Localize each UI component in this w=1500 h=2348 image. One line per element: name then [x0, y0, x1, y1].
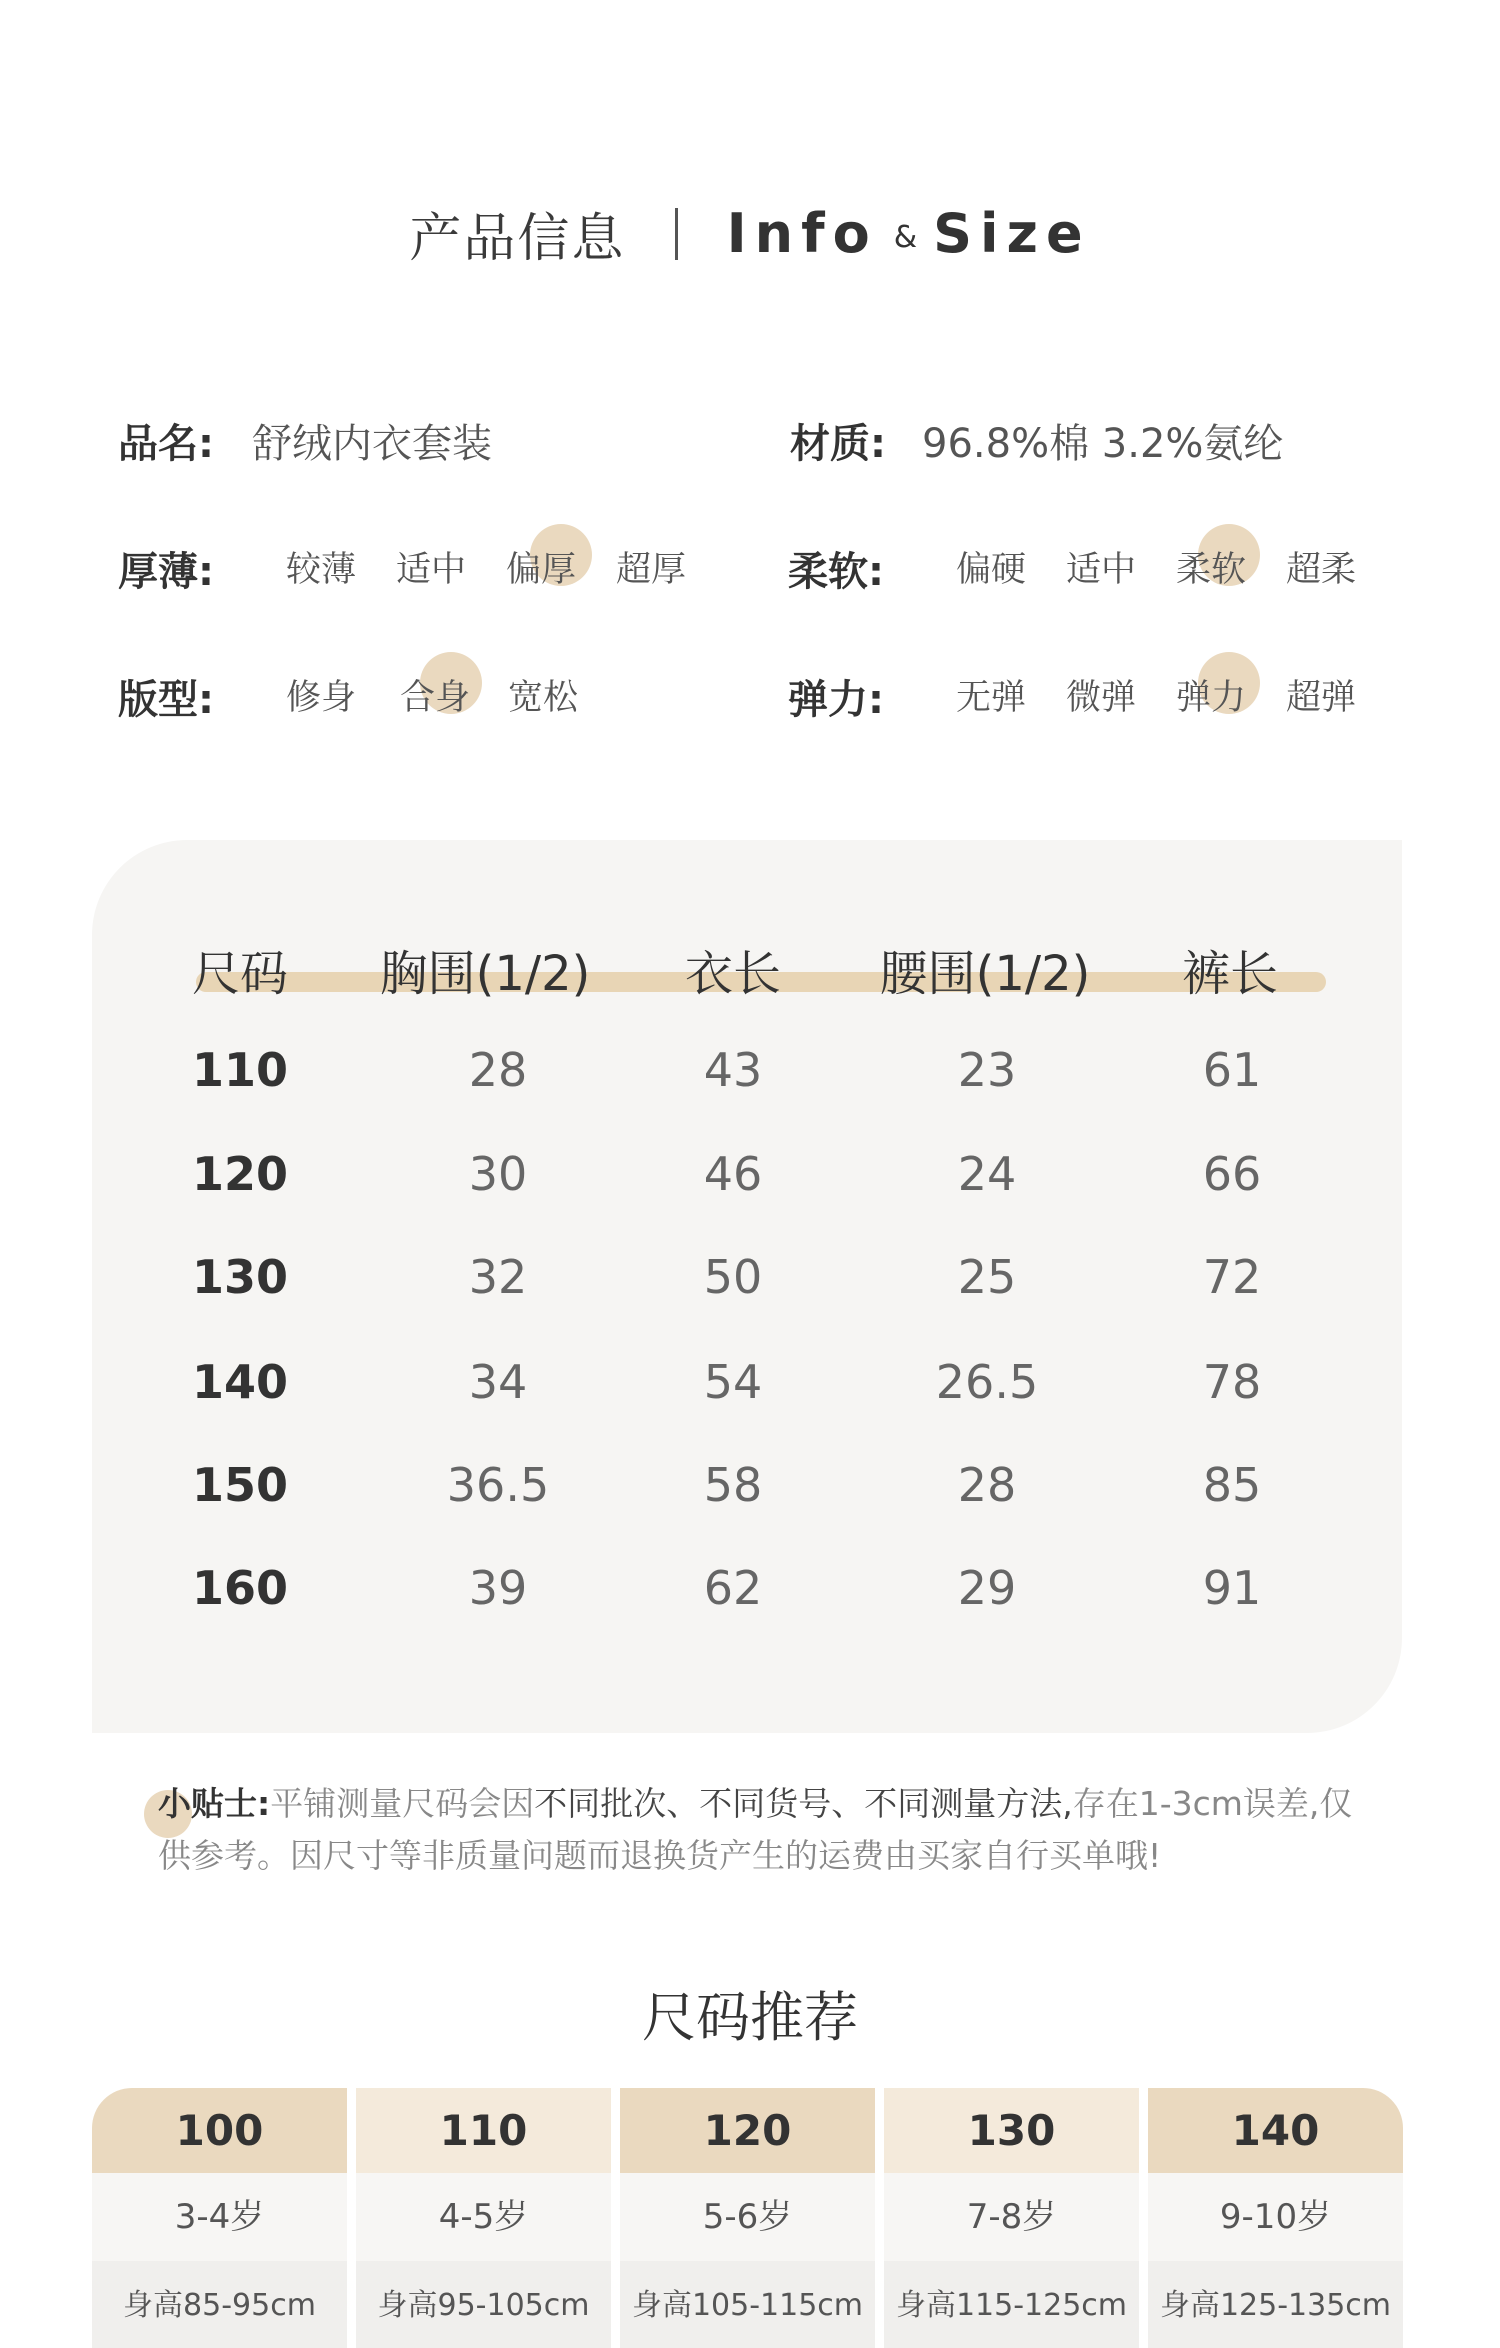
name-label: 品名:	[118, 421, 214, 467]
tip-label-text: 小贴士:	[158, 1784, 271, 1823]
table-cell: 46	[703, 1147, 763, 1201]
thickness-option: 超厚	[616, 550, 687, 590]
table-cell-size: 160	[191, 1561, 289, 1615]
table-cell: 66	[1202, 1147, 1262, 1201]
table-cell-size: 130	[191, 1250, 289, 1304]
header-size: Size	[933, 202, 1091, 265]
elasticity-option: 微弹	[1066, 678, 1137, 718]
table-cell: 28	[468, 1043, 528, 1097]
header-divider	[675, 208, 678, 260]
table-cell: 29	[957, 1561, 1017, 1615]
table-cell: 54	[703, 1355, 763, 1409]
table-header-waist: 腰围(1/2)	[879, 946, 1091, 1002]
softness-option: 适中	[1066, 550, 1137, 590]
table-cell: 85	[1202, 1458, 1262, 1512]
table-cell-size: 110	[191, 1043, 289, 1097]
header-info: Info	[726, 202, 878, 265]
tip-label	[158, 1784, 270, 1823]
table-cell: 30	[468, 1147, 528, 1201]
table-cell-size: 120	[191, 1147, 289, 1201]
thickness-label: 厚薄:	[118, 549, 214, 595]
recommend-size: 130	[884, 2088, 1139, 2173]
table-cell: 23	[957, 1043, 1017, 1097]
recommend-size: 100	[92, 2088, 347, 2173]
recommend-size: 140	[1148, 2088, 1403, 2173]
table-cell: 43	[703, 1043, 763, 1097]
table-header-size: 尺码	[191, 946, 289, 1002]
recommend-height: 身高105-115cm	[620, 2261, 875, 2348]
table-cell: 34	[468, 1355, 528, 1409]
header-title-en	[727, 202, 1091, 265]
table-cell: 39	[468, 1561, 528, 1615]
name-value: 舒绒内衣套装	[252, 421, 492, 467]
softness-label: 柔软:	[788, 549, 884, 595]
table-cell: 26.5	[935, 1355, 1039, 1409]
thickness-option: 适中	[396, 550, 467, 590]
recommend-title: 尺码推荐	[642, 1986, 858, 2049]
thickness-option: 偏厚	[506, 550, 577, 590]
table-cell: 36.5	[446, 1458, 550, 1512]
recommend-age: 3-4岁	[92, 2173, 347, 2261]
elasticity-label: 弹力:	[788, 677, 884, 723]
softness-option: 柔软	[1176, 550, 1247, 590]
thickness-option: 较薄	[286, 550, 357, 590]
table-cell-size: 140	[191, 1355, 289, 1409]
table-cell: 91	[1202, 1561, 1262, 1615]
size-tip	[158, 1778, 1358, 1882]
fit-option: 合身	[400, 678, 471, 718]
recommend-height: 身高125-135cm	[1148, 2261, 1403, 2348]
table-header-chest: 胸围(1/2)	[379, 946, 591, 1002]
recommend-size: 120	[620, 2088, 875, 2173]
table-header-pants-length: 裤长	[1181, 946, 1279, 1002]
table-cell: 28	[957, 1458, 1017, 1512]
recommend-height: 身高95-105cm	[356, 2261, 611, 2348]
recommend-column	[1148, 2088, 1403, 2348]
table-cell: 78	[1202, 1355, 1262, 1409]
recommend-age: 4-5岁	[356, 2173, 611, 2261]
fit-label: 版型:	[118, 677, 214, 723]
material-label: 材质:	[790, 421, 886, 467]
recommend-size: 110	[356, 2088, 611, 2173]
recommend-column	[356, 2088, 611, 2348]
table-cell: 72	[1202, 1250, 1262, 1304]
table-cell: 25	[957, 1250, 1017, 1304]
material-value: 96.8%棉 3.2%氨纶	[922, 421, 1284, 467]
recommend-height: 身高85-95cm	[92, 2261, 347, 2348]
softness-option: 偏硬	[956, 550, 1027, 590]
elasticity-option: 弹力	[1176, 678, 1247, 718]
recommend-age: 7-8岁	[884, 2173, 1139, 2261]
tip-text-3: 存在1-3cm误差,仅供参考。因尺寸等非质量问题而退换货产生的运费由买家自行买单哦!	[158, 1784, 1353, 1875]
tip-text-1: 平铺测量尺码会因	[270, 1784, 535, 1823]
elasticity-option: 超弹	[1286, 678, 1357, 718]
recommend-height: 身高115-125cm	[884, 2261, 1139, 2348]
table-cell: 58	[703, 1458, 763, 1512]
section-header	[0, 196, 1500, 276]
header-title-cn: 产品信息	[409, 209, 626, 269]
table-header-length: 衣长	[684, 946, 782, 1002]
recommend-age: 9-10岁	[1148, 2173, 1403, 2261]
table-cell: 50	[703, 1250, 763, 1304]
fit-option: 修身	[286, 678, 357, 718]
tip-text-2: 不同批次、不同货号、不同测量方法,	[534, 1784, 1073, 1823]
table-cell-size: 150	[191, 1458, 289, 1512]
recommend-column	[884, 2088, 1139, 2348]
recommend-column	[620, 2088, 875, 2348]
fit-option: 宽松	[508, 678, 579, 718]
recommend-age: 5-6岁	[620, 2173, 875, 2261]
table-cell: 61	[1202, 1043, 1262, 1097]
table-cell: 24	[957, 1147, 1017, 1201]
elasticity-option: 无弹	[956, 678, 1027, 718]
table-cell: 32	[468, 1250, 528, 1304]
header-ampersand: &	[893, 219, 918, 255]
table-cell: 62	[703, 1561, 763, 1615]
recommend-column	[92, 2088, 347, 2348]
softness-option: 超柔	[1286, 550, 1357, 590]
